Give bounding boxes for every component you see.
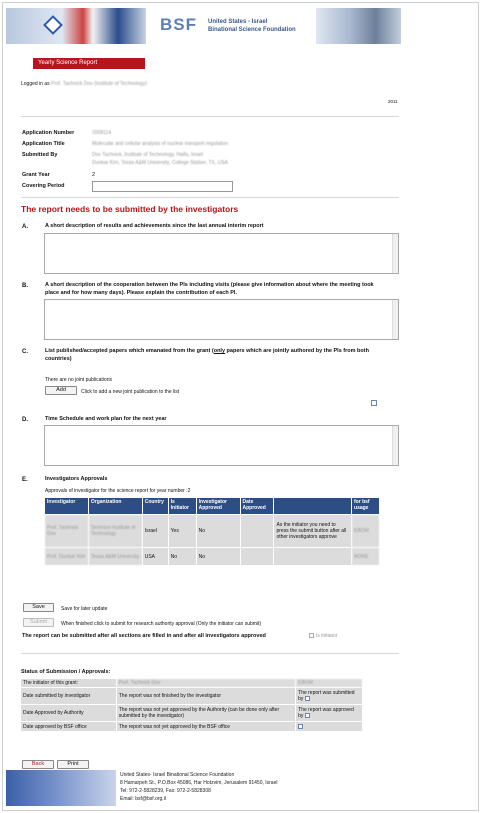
logo-area — [146, 8, 316, 44]
scrollbar[interactable] — [392, 300, 398, 339]
status-row — [21, 722, 363, 732]
status-value: The report was not finished by the investigator — [116, 688, 295, 705]
bsf-logo: BSF — [160, 15, 197, 34]
status-label: Date approved by BSF office — [21, 722, 117, 732]
footer-band — [6, 770, 116, 806]
section-d-textarea[interactable] — [44, 425, 399, 466]
covering-period-input[interactable] — [92, 181, 233, 192]
status-value: The report was not yet approved by the Authority (can be done only after submitted by the investigator) — [116, 705, 295, 722]
footer-org: United States- Israel Binational Science Foundation — [120, 772, 235, 778]
scrollbar[interactable] — [392, 426, 398, 465]
grant-year-value: 2 — [92, 172, 96, 178]
submit-button[interactable]: Submit — [23, 618, 54, 627]
col-date-approved: Date Approved — [240, 498, 274, 515]
status-row — [21, 688, 363, 705]
add-publication-hint: Click to add a new joint publication to the list — [81, 389, 180, 395]
investigator-name: Prof. Dunbar Kim — [45, 548, 89, 566]
status-label: The initiator of this grant: — [21, 679, 117, 688]
submitted-checkbox[interactable] — [305, 696, 310, 701]
section-a-textarea[interactable] — [44, 233, 399, 274]
app-title-value: Molecular and cellular analysis of nuclear transport regulation — [92, 141, 228, 147]
is-initiator-checkbox[interactable] — [309, 633, 314, 638]
back-button[interactable]: Back — [22, 760, 54, 769]
publication-checkbox[interactable] — [371, 400, 377, 406]
status-extra: The report was submitted by — [296, 688, 363, 705]
investigator-name: Prof. Tachnick Dov — [45, 515, 89, 548]
section-b-question: A short description of the cooperation between the PIs including visits (please give information about where the meeting took place and for how many days). Please explain the contribution of each PI. — [45, 282, 374, 296]
col-is-initiator: Is Initiator — [168, 498, 196, 515]
country: USA — [142, 548, 168, 566]
save-button[interactable]: Save — [23, 603, 54, 612]
section-a-letter: A. — [22, 224, 28, 230]
col-organization: Organization — [88, 498, 142, 515]
is-initiator-label: Is initiator — [316, 633, 338, 639]
investigator-approved: No — [196, 515, 240, 548]
org-name-line1: United States - Israel — [208, 19, 268, 25]
approvals-subtitle: Approvals of investigator for the science report for year number :2 — [45, 488, 191, 494]
bsf-approved-checkbox[interactable] — [298, 724, 303, 729]
investigator-approved: No — [196, 548, 240, 566]
initiator-note: As the initiator you need to press the submit button after all other investigators approve — [274, 515, 352, 548]
section-e-question: Investigators Approvals — [45, 476, 108, 482]
status-extra: EBOM — [296, 679, 363, 688]
no-publications-text: There are no joint publications — [45, 377, 112, 383]
bsf-usage: EBOM — [352, 515, 380, 548]
org-name-line2: Binational Science Foundation — [208, 27, 296, 33]
status-row — [21, 679, 363, 688]
footer-email[interactable]: Email: bsf@bsf.org.il — [120, 796, 166, 802]
approved-checkbox[interactable] — [305, 713, 310, 718]
logged-in-text: Logged in as Prof. Tachnick Dov (Institute of Technology) — [21, 81, 148, 87]
organization: Texas A&M University — [88, 548, 142, 566]
col-country: Country — [142, 498, 168, 515]
initiator-note — [274, 548, 352, 566]
section-d-letter: D. — [22, 417, 28, 423]
app-title-label: Application Title — [22, 141, 65, 147]
investigators-table — [44, 497, 380, 566]
bsf-usage: NONE — [352, 548, 380, 566]
submitted-by-label: Submitted By — [22, 152, 58, 158]
section-d-question: Time Schedule and work plan for the next year — [45, 416, 167, 422]
is-initiator: Yes — [168, 515, 196, 548]
status-value: The report was not yet approved by the BSF office — [116, 722, 295, 732]
section-b-letter: B. — [22, 283, 28, 289]
status-label: Date Approved by Authority — [21, 705, 117, 722]
date-approved — [240, 515, 274, 548]
grant-year-label: Grant Year — [22, 172, 50, 178]
is-initiator: No — [168, 548, 196, 566]
status-row — [21, 705, 363, 722]
status-extra: The report was approved by — [296, 705, 363, 722]
section-b-textarea[interactable] — [44, 299, 399, 340]
app-number-label: Application Number — [22, 130, 75, 136]
flags-image — [6, 8, 146, 44]
country: Israel — [142, 515, 168, 548]
divider — [21, 653, 399, 654]
footer-address: 8 Hamarpeh St., P.O.Box 45086, Har Hotzvim, Jerusalem 91450, Israel — [120, 780, 278, 786]
divider — [21, 116, 399, 117]
footer-phone: Tel: 972-2-5828239, Fax: 972-2-5828308 — [120, 788, 211, 794]
section-c-question: List published/accepted papers which emanated from the grant (only papers which are jointly authored by the PIs from both countries) — [45, 348, 369, 362]
organization: Technion Institute of Technology — [88, 515, 142, 548]
submitted-by-value-2: Dunbar Kim, Texas A&M University, College Station, TX, USA — [92, 160, 228, 166]
submit-hint: When finished click to submit for research authority approval (Only the initiator can submit) — [61, 621, 262, 627]
tab-yearly-science-report[interactable]: Yearly Science Report — [33, 58, 145, 69]
submit-condition-note: The report can be submitted after all sections are filled in and after all investigators approved — [22, 633, 266, 639]
scientist-image — [316, 8, 401, 44]
section-e-letter: E. — [22, 477, 28, 483]
add-publication-button[interactable]: Add — [45, 386, 77, 395]
section-c-letter: C. — [22, 349, 28, 355]
section-a-question: A short description of results and achievements since the last annual interim report — [45, 223, 264, 229]
col-investigator-approved: Investigator Approved — [196, 498, 240, 515]
table-header-row — [45, 498, 380, 515]
scrollbar[interactable] — [392, 234, 398, 273]
table-row — [45, 515, 380, 548]
status-title: Status of Submission / Approvals: — [21, 669, 111, 675]
print-button[interactable]: Print — [57, 760, 89, 769]
date-approved — [240, 548, 274, 566]
divider — [21, 197, 399, 198]
app-number-value: 2008114 — [92, 130, 112, 136]
save-hint: Save for later update — [61, 606, 108, 612]
submitted-by-value: Dov Tachnick, Institute of Technology, Haifa, Israel — [92, 152, 204, 158]
header-banner — [6, 8, 401, 44]
status-extra — [296, 722, 363, 732]
covering-period-label: Covering Period — [22, 183, 65, 189]
col-investigator: Investigator — [45, 498, 89, 515]
year-label: 2011 — [388, 99, 398, 104]
status-value: Prof. Tachnick Dov — [116, 679, 295, 688]
col-bsf-usage: for bsf usage — [352, 498, 380, 515]
status-table — [20, 678, 363, 732]
status-label: Date submitted by investigator — [21, 688, 117, 705]
main-heading: The report needs to be submitted by the investigators — [21, 204, 239, 214]
col-note — [274, 498, 352, 515]
table-row — [45, 548, 380, 566]
